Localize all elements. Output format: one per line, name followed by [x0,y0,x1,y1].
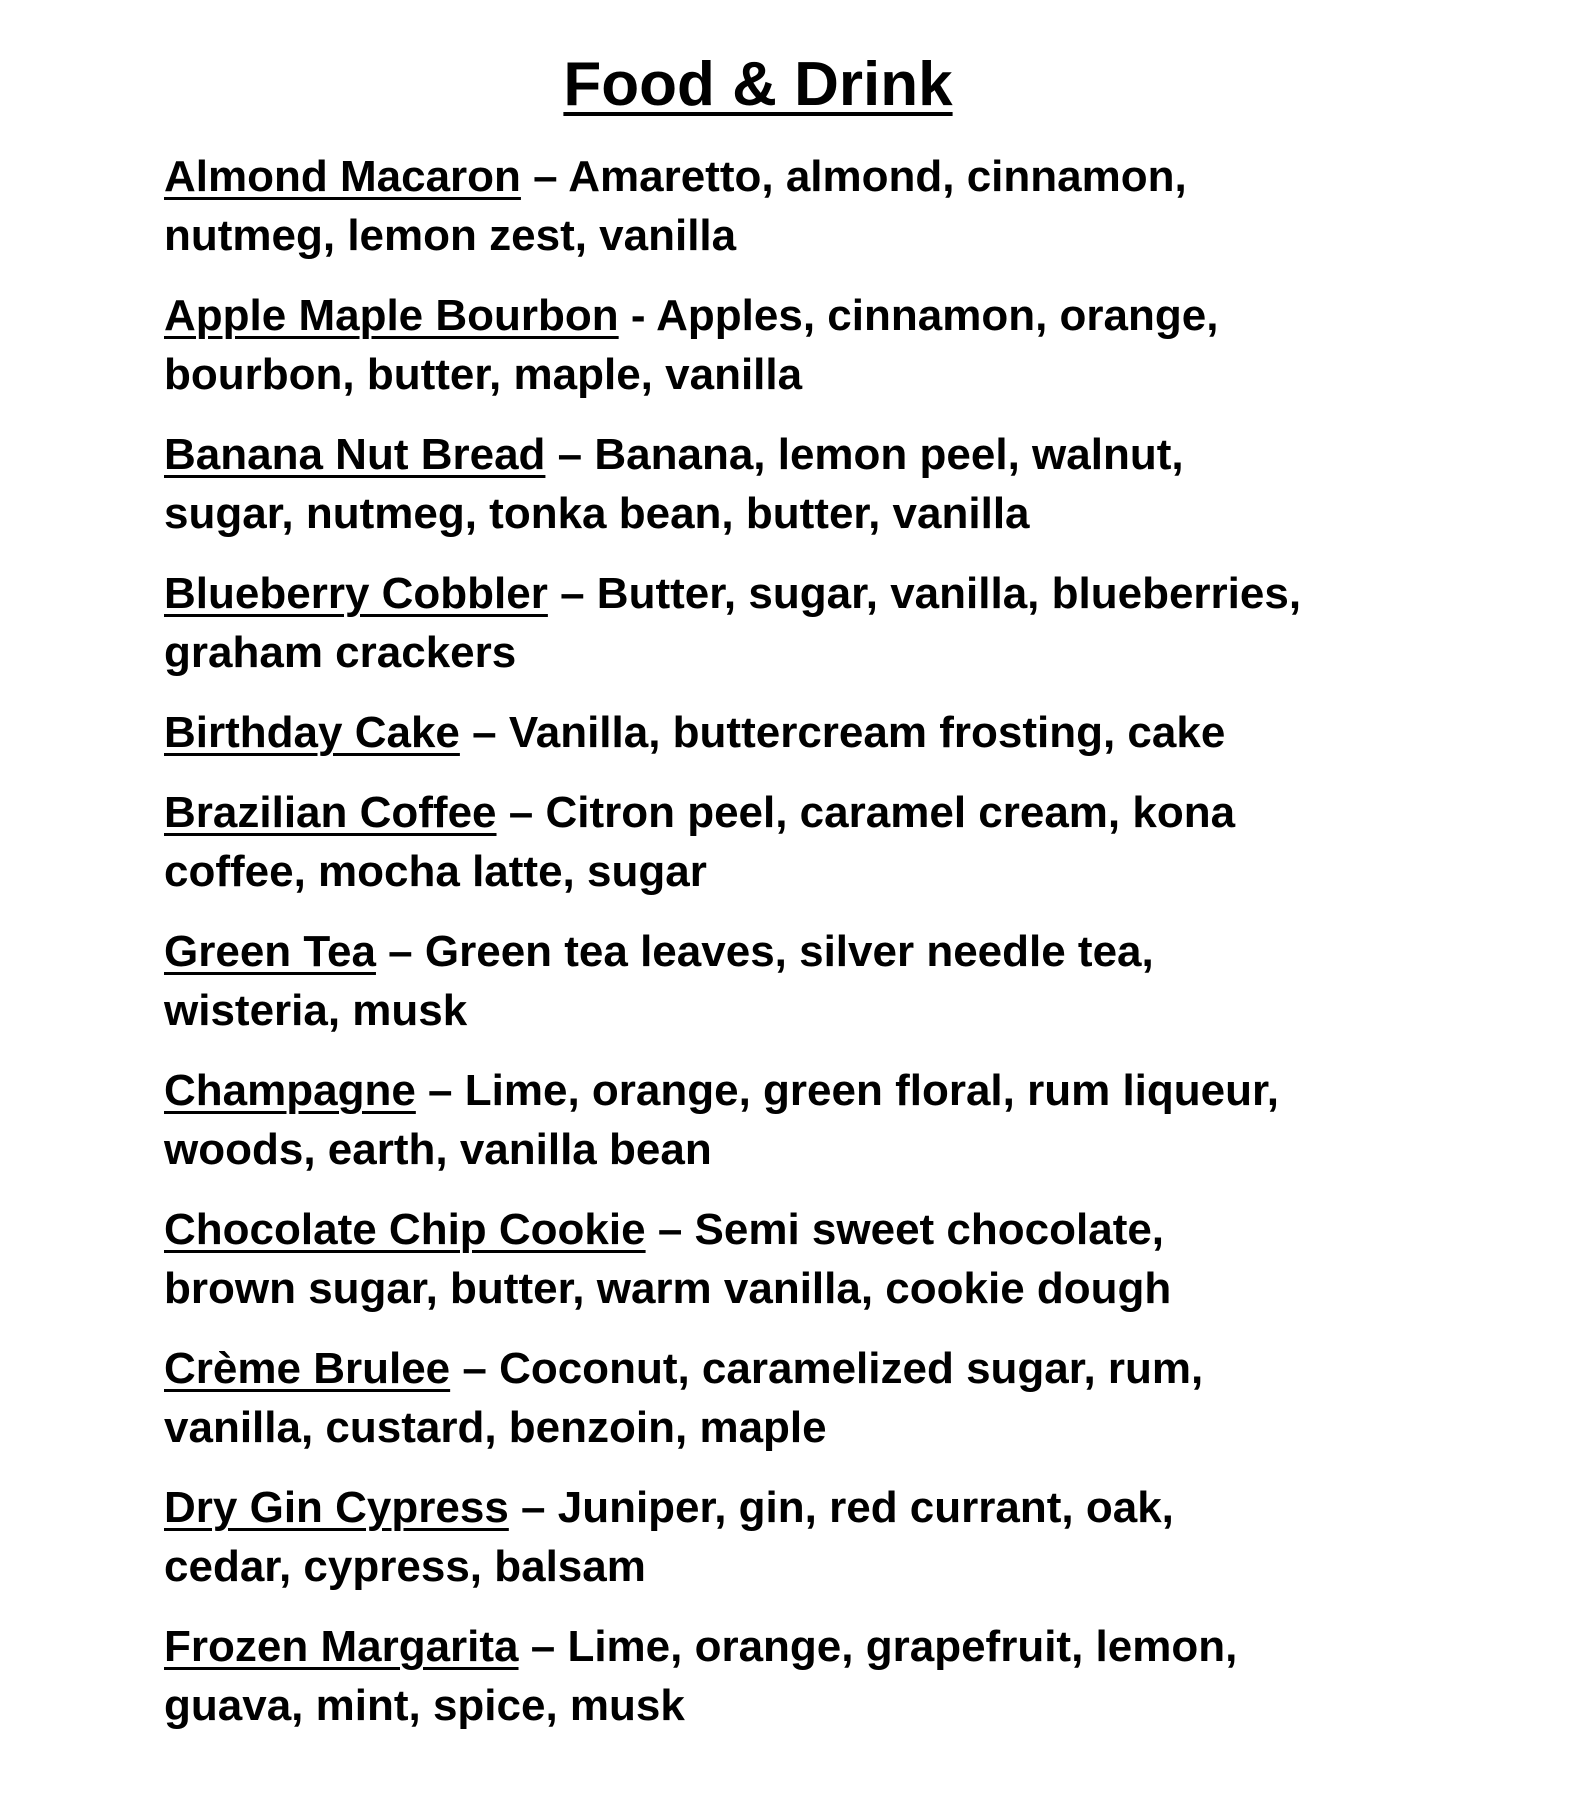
entry-notes-line1: Vanilla, buttercream frosting, cake [508,708,1226,757]
entry-separator: - [618,291,657,340]
entry-notes-line1: Citron peel, caramel cream, kona [545,788,1236,837]
entry-name: Banana Nut Bread [164,430,546,479]
entry-notes-line2: bourbon, butter, maple, vanilla [164,350,803,399]
list-item [164,1061,1464,1179]
list-item [164,783,1464,901]
entry-separator: – [450,1344,500,1393]
entry-notes-line1: Semi sweet chocolate, [694,1205,1165,1254]
entry-notes-line1: Apples, cinnamon, orange, [656,291,1219,340]
entry-separator: – [375,927,425,976]
entry-name: Almond Macaron [164,152,521,201]
entry-name: Birthday Cake [164,708,460,757]
entry-notes-line2: vanilla, custard, benzoin, maple [164,1403,827,1452]
entry-notes-line1: Lime, orange, grapefruit, lemon, [567,1622,1238,1671]
entry-notes-line2: guava, mint, spice, musk [164,1681,685,1730]
list-item [164,1617,1464,1735]
entry-notes-line1: Amaretto, almond, cinnamon, [568,152,1187,201]
entry-name: Frozen Margarita [164,1622,519,1671]
entry-separator: – [545,430,595,479]
entry-notes-line2: woods, earth, vanilla bean [164,1125,712,1174]
entry-name: Blueberry Cobbler [164,569,548,618]
entry-name: Champagne [164,1066,416,1115]
entry-separator: – [415,1066,465,1115]
entry-separator: – [520,152,569,201]
list-item [164,1200,1464,1318]
entry-name: Apple Maple Bourbon [164,291,619,340]
entry-separator: – [518,1622,568,1671]
list-item [164,147,1464,265]
list-item [164,425,1464,543]
entry-separator: – [547,569,597,618]
entry-notes-line2: coffee, mocha latte, sugar [164,847,707,896]
entry-notes-line2: cedar, cypress, balsam [164,1542,646,1591]
entry-name: Crème Brulee [164,1344,451,1393]
entry-notes-line2: graham crackers [164,628,517,677]
entry-list [164,147,1464,1756]
entry-notes-line1: Coconut, caramelized sugar, rum, [499,1344,1204,1393]
entry-notes-line1: Lime, orange, green floral, rum liqueur, [464,1066,1279,1115]
entry-notes-line1: Green tea leaves, silver needle tea, [424,927,1154,976]
list-item [164,564,1464,682]
entry-name: Chocolate Chip Cookie [164,1205,646,1254]
list-item [164,1339,1464,1457]
list-item [164,1478,1464,1596]
entry-notes-line1: Juniper, gin, red currant, oak, [557,1483,1174,1532]
list-item [164,922,1464,1040]
entry-separator: – [496,788,546,837]
page-title: Food & Drink [563,50,953,119]
entry-name: Dry Gin Cypress [164,1483,509,1532]
entry-name: Green Tea [164,927,376,976]
list-item [164,286,1464,404]
entry-notes-line2: nutmeg, lemon zest, vanilla [164,211,737,260]
entry-separator: – [645,1205,695,1254]
entry-notes-line2: wisteria, musk [164,986,468,1035]
entry-notes-line2: sugar, nutmeg, tonka bean, butter, vanilla [164,489,1030,538]
entry-name: Brazilian Coffee [164,788,497,837]
entry-separator: – [459,708,509,757]
entry-notes-line2: brown sugar, butter, warm vanilla, cookie dough [164,1264,1172,1313]
entry-notes-line1: Banana, lemon peel, walnut, [594,430,1184,479]
entry-notes-line1: Butter, sugar, vanilla, blueberries, [596,569,1302,618]
entry-separator: – [508,1483,558,1532]
list-item [164,703,1464,762]
